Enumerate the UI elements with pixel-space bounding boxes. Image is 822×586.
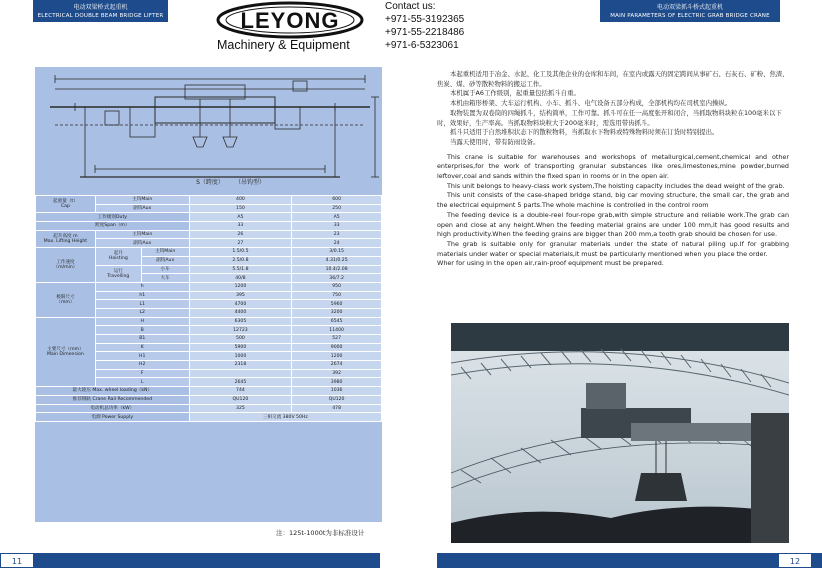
table-cell: 9000 [292, 343, 382, 352]
table-cell: 1000 [189, 352, 292, 361]
paragraph: 当露天使用时，带有防雨设备。 [450, 137, 540, 146]
header-left-en: ELECTRICAL DOUBLE BEAM BRIDGE LIFTER [37, 13, 164, 19]
table-cell: 12723 [189, 326, 292, 335]
contact-block [385, 0, 464, 52]
table-cell: 500 [189, 335, 292, 344]
paragraph: The grab is suitable only for granular materials under the state of natural piling up.If for grabbing materials under water or special materials,it must be particularly mentioned when you place the order. [437, 239, 789, 258]
table-cell: B1 [95, 335, 189, 344]
logo-tagline: Machinery & Equipment [217, 38, 350, 52]
brand-logo [213, 0, 368, 55]
drawing-caption: S（跨度） [196, 179, 224, 186]
paragraph: This unit consists of the case-shaped bridge stand, big car moving structure, the small car, the grab and the electrical equipment 5 parts.The whole machine is controlled in the control room [437, 191, 789, 210]
table-cell: 1036 [292, 387, 382, 396]
table-cell: 2645 [189, 378, 292, 387]
table-cell: A5 [189, 213, 292, 222]
paragraph: 抓斗只适用于自然堆积状态下的散粒物料，当抓取水下物料或特殊物料时须在订货时特别提出。 [450, 128, 719, 137]
table-cell: 1200 [189, 282, 292, 291]
table-cell: 工作级别Duty [36, 213, 190, 222]
table-cell: 23 [292, 230, 382, 239]
table-row [36, 387, 382, 396]
table-row [36, 395, 382, 404]
table-cell: 2.5/0.8 [189, 256, 292, 265]
spec-table [35, 195, 382, 422]
table-cell: h1 [95, 291, 189, 300]
paragraph: 本起重机适用于冶金、水泥、化工及其他企业的仓库和车间，在室内或露天的固定跨间从事矿石、石灰石、矿粉、焦渣、焦炭、煤、砂等散粒物料的搬运工作。 [437, 70, 789, 88]
table-cell: 2674 [292, 361, 382, 370]
crane-drawing [35, 67, 382, 191]
table-cell: 24 [292, 239, 382, 248]
paragraph: Wher for using in the open air,rain-proof equipment must be prepared. [437, 259, 664, 268]
table-cell: L2 [95, 308, 189, 317]
table-cell: H [95, 317, 189, 326]
table-row [36, 248, 382, 257]
logo-brand-text: LEYONG [240, 8, 340, 33]
page-number-right: 12 [778, 553, 812, 568]
header-left [33, 0, 168, 22]
contact-title: Contact us: [385, 1, 436, 12]
table-cell: 极限尺寸 （mm） [36, 282, 96, 317]
table-cell: 主钩Main [95, 230, 189, 239]
table-cell: 运行 Travelling [95, 265, 141, 282]
table-cell: 5900 [189, 343, 292, 352]
table-cell: 推荐钢轨 Crane Rail Recommended [36, 395, 190, 404]
table-row [36, 317, 382, 326]
crane-photo [451, 323, 789, 543]
table-cell [189, 369, 292, 378]
table-cell: 起升高度 m Max. Lifting Height [36, 230, 96, 247]
paragraph: This unit belongs to heavy-class work system,The hoisting capacity includes the dead weight of the grab. [447, 181, 785, 190]
paragraph: 本机属于A6工作级别，起重量包括抓斗自重。 [450, 89, 580, 98]
table-cell: 750 [292, 291, 382, 300]
table-row [36, 282, 382, 291]
table-cell: 起升 Hoisting [95, 248, 141, 265]
table-cell: 3980 [292, 378, 382, 387]
table-cell: 最大轮压 Max. wheel loading（kN） [36, 387, 190, 396]
table-cell: 跨度Span（m） [36, 222, 190, 231]
header-right-en: MAIN PARAMETERS OF ELECTRIC GRAB BRIDGE CRANE [610, 13, 770, 19]
table-cell: 527 [292, 335, 382, 344]
table-cell: 工作速度 （m/min） [36, 248, 96, 283]
table-cell: 10.4/2.08 [292, 265, 382, 274]
footer-bar-left [0, 553, 380, 568]
table-cell: 主钩Main [95, 196, 189, 205]
table-cell: F [95, 369, 189, 378]
table-cell: 电源 Power Supply [36, 413, 190, 422]
table-cell: 6545 [292, 317, 382, 326]
logo-mark [213, 0, 368, 40]
description-cn [437, 70, 789, 148]
table-cell: 1200 [292, 352, 382, 361]
table-cell: 600 [292, 196, 382, 205]
contact-phone-3: +971-6-5323061 [385, 40, 459, 51]
table-cell: 副钩Aux [95, 204, 189, 213]
footer-bar-right [437, 553, 822, 568]
table-cell: 744 [189, 387, 292, 396]
table-cell: 6305 [189, 317, 292, 326]
table-note: 注：125t-1000t为非标准设计 [276, 529, 365, 537]
table-row [36, 413, 382, 422]
table-row [36, 404, 382, 413]
table-cell: 395 [189, 291, 292, 300]
table-cell: H1 [95, 352, 189, 361]
table-row [36, 222, 382, 231]
table-cell: 4400 [189, 308, 292, 317]
header-left-cn: 电动双梁桥式起重机 [73, 4, 128, 11]
table-cell: 33 [292, 222, 382, 231]
table-row [36, 196, 382, 205]
table-cell: 副钩Aux [141, 256, 189, 265]
table-cell: 392 [292, 369, 382, 378]
table-cell: B [95, 326, 189, 335]
table-cell: 26 [189, 230, 292, 239]
page-number-left: 11 [0, 553, 34, 568]
table-cell: H2 [95, 361, 189, 370]
table-cell: 150 [189, 204, 292, 213]
table-cell: 主钩Main [141, 248, 189, 257]
table-cell: 33 [189, 222, 292, 231]
table-cell: 4.31/0.25 [292, 256, 382, 265]
table-cell: 主要尺寸（mm） Main Dimension [36, 317, 96, 387]
crane-photo-illustration [451, 323, 789, 543]
table-cell: 起重量（t） Cap [36, 196, 96, 213]
table-cell: 3/0.15 [292, 248, 382, 257]
table-cell: 325 [189, 404, 292, 413]
header-right [600, 0, 780, 22]
table-cell: L1 [95, 300, 189, 309]
table-cell: h [95, 282, 189, 291]
table-row [36, 213, 382, 222]
table-cell: 4700 [189, 300, 292, 309]
table-cell: 大车 [141, 274, 189, 283]
table-cell: 400 [189, 196, 292, 205]
header-right-cn: 电动双梁抓斗桥式起重机 [656, 4, 723, 11]
paragraph: 取物装置为双卷筒的四绳抓斗，结构简单，工作可靠。抓斗可在任一高度张开和闭合，当抓取物料块粒在100毫米以下时，效果好，生产率高。当抓取物料块粒大于200毫米时，需选用带齿抓斗。 [437, 108, 782, 127]
table-cell: 250 [292, 204, 382, 213]
table-cell: A5 [292, 213, 382, 222]
table-cell: 小车 [141, 265, 189, 274]
table-cell: 40/8 [189, 274, 292, 283]
contact-phone-2: +971-55-2218486 [385, 27, 465, 38]
table-cell: 950 [292, 282, 382, 291]
table-cell: 36/7.2 [292, 274, 382, 283]
table-cell: 副钩Aux [95, 239, 189, 248]
table-cell: 三相交流 380V 50Hz [189, 413, 381, 422]
contact-phone-1: +971-55-3192365 [385, 14, 465, 25]
table-cell: 5.5/1.8 [189, 265, 292, 274]
table-cell: K [95, 343, 189, 352]
table-cell: 电动机总功率（kW） [36, 404, 190, 413]
table-cell: 11400 [292, 326, 382, 335]
table-cell: QU120 [189, 395, 292, 404]
table-cell: L [95, 378, 189, 387]
paragraph: 本机由箱形桥架、大车运行机构、小车、抓斗、电气设备五部分构成，全部机构均在司机室内操纵。 [450, 99, 732, 108]
table-cell: 3200 [292, 308, 382, 317]
paragraph: The feeding device is a double-reel four-rope grab,with simple structure and reliable work.The grab can open and close at any height.When the feeding material grains are under 100 mm,it has good results and high productivity.When the feeding grains are bigger than 200 mm,a tooth grab should be chosen for use. [437, 210, 789, 239]
description-en [437, 153, 789, 269]
table-cell: 1.5/0.5 [189, 248, 292, 257]
table-row [36, 230, 382, 239]
spec-panel [35, 67, 382, 522]
paragraph: This crane is suitable for warehouses and workshops of metallurgical,cement,chemical and other enterprises,for the work of transporting granular substances like ores,limestones,mine powder,burned leftover,coal and sands within the fixed span in rooms or in the open air. [437, 152, 789, 181]
table-cell: 27 [189, 239, 292, 248]
table-cell: 478 [292, 404, 382, 413]
table-cell: QU120 [292, 395, 382, 404]
table-cell: 5960 [292, 300, 382, 309]
table-cell: 2318 [189, 361, 292, 370]
description-text [437, 70, 789, 269]
drawing-sub: （吊钩型） [234, 179, 266, 186]
